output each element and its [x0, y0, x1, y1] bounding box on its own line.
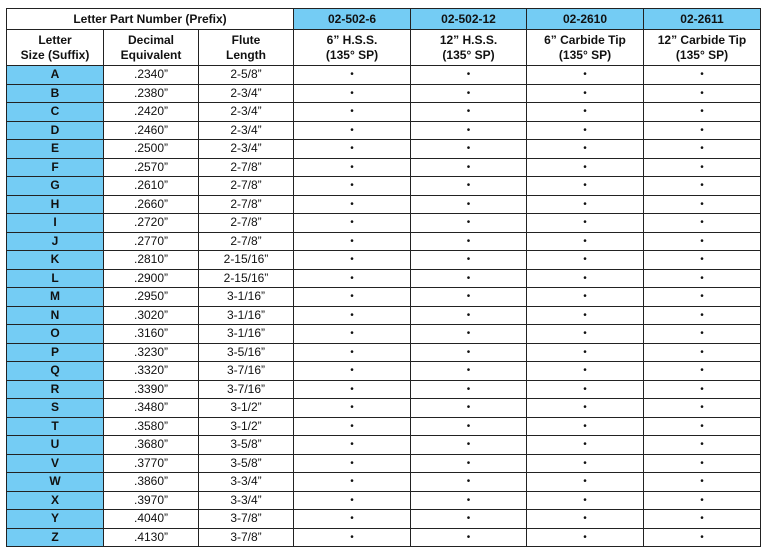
availability-dot: • [527, 232, 644, 251]
drill-size-chart [6, 8, 761, 547]
availability-dot: • [294, 491, 411, 510]
decimal-cell: .2720” [104, 214, 199, 233]
decimal-cell: .3160” [104, 325, 199, 344]
availability-dot: • [411, 325, 527, 344]
availability-dot: • [411, 158, 527, 177]
availability-dot: • [294, 121, 411, 140]
letter-size-cell: Q [7, 362, 104, 381]
table-row [7, 306, 761, 325]
availability-dot: • [411, 251, 527, 270]
availability-dot: • [294, 269, 411, 288]
decimal-cell: .4040” [104, 510, 199, 529]
availability-dot: • [294, 380, 411, 399]
decimal-cell: .2340” [104, 66, 199, 85]
table-row [7, 195, 761, 214]
part-number-header: 02-2610 [527, 9, 644, 30]
availability-dot: • [644, 510, 761, 529]
table-row [7, 84, 761, 103]
availability-dot: • [644, 66, 761, 85]
availability-dot: • [644, 325, 761, 344]
availability-dot: • [527, 454, 644, 473]
letter-size-cell: C [7, 103, 104, 122]
letter-size-cell: B [7, 84, 104, 103]
header-line: Flute [231, 32, 261, 47]
availability-dot: • [411, 528, 527, 547]
decimal-equivalent-header [104, 30, 199, 66]
table-row [7, 399, 761, 418]
decimal-cell: .2610” [104, 177, 199, 196]
table-row [7, 232, 761, 251]
header-line: (135° SP) [325, 47, 379, 62]
availability-dot: • [411, 436, 527, 455]
letter-size-cell: J [7, 232, 104, 251]
availability-dot: • [294, 454, 411, 473]
availability-dot: • [527, 103, 644, 122]
availability-dot: • [294, 214, 411, 233]
availability-dot: • [527, 251, 644, 270]
availability-dot: • [644, 84, 761, 103]
flute-length-cell: 3-7/16” [199, 380, 294, 399]
part-number-header: 02-2611 [644, 9, 761, 30]
decimal-cell: .2660” [104, 195, 199, 214]
availability-dot: • [527, 362, 644, 381]
availability-dot: • [527, 473, 644, 492]
availability-dot: • [644, 436, 761, 455]
flute-length-cell: 3-5/16” [199, 343, 294, 362]
letter-size-cell: S [7, 399, 104, 418]
header-line: Equivalent [120, 47, 182, 62]
availability-dot: • [644, 177, 761, 196]
availability-dot: • [527, 195, 644, 214]
availability-dot: • [644, 158, 761, 177]
decimal-cell: .2900” [104, 269, 199, 288]
letter-size-cell: Z [7, 528, 104, 547]
table-row [7, 528, 761, 547]
table-row [7, 103, 761, 122]
flute-length-cell: 2-7/8” [199, 195, 294, 214]
letter-size-cell: O [7, 325, 104, 344]
flute-length-cell: 3-1/2” [199, 417, 294, 436]
flute-length-cell: 3-1/16” [199, 288, 294, 307]
flute-length-cell: 2-7/8” [199, 232, 294, 251]
availability-dot: • [411, 380, 527, 399]
availability-dot: • [411, 362, 527, 381]
header-line: 12” H.S.S. [439, 32, 498, 47]
availability-dot: • [644, 214, 761, 233]
description-header [411, 30, 527, 66]
header-line: (135° SP) [558, 47, 612, 62]
decimal-cell: .3580” [104, 417, 199, 436]
availability-dot: • [644, 399, 761, 418]
header-line: (135° SP) [442, 47, 495, 62]
availability-dot: • [411, 454, 527, 473]
availability-dot: • [527, 491, 644, 510]
decimal-cell: .3390” [104, 380, 199, 399]
availability-dot: • [527, 84, 644, 103]
table-row [7, 436, 761, 455]
decimal-cell: .2810” [104, 251, 199, 270]
availability-dot: • [411, 84, 527, 103]
availability-dot: • [644, 269, 761, 288]
flute-length-cell: 2-7/8” [199, 158, 294, 177]
availability-dot: • [411, 177, 527, 196]
flute-length-cell: 2-15/16” [199, 269, 294, 288]
header-line: Decimal [127, 32, 175, 47]
flute-length-cell: 3-5/8” [199, 436, 294, 455]
table-row [7, 454, 761, 473]
availability-dot: • [644, 140, 761, 159]
flute-length-cell: 3-7/8” [199, 528, 294, 547]
availability-dot: • [527, 66, 644, 85]
availability-dot: • [411, 473, 527, 492]
availability-dot: • [294, 362, 411, 381]
flute-length-cell: 3-1/2” [199, 399, 294, 418]
table-row [7, 66, 761, 85]
availability-dot: • [527, 158, 644, 177]
availability-dot: • [411, 121, 527, 140]
header-line: 12” Carbide Tip [657, 32, 747, 47]
availability-dot: • [527, 325, 644, 344]
availability-dot: • [527, 399, 644, 418]
decimal-cell: .3020” [104, 306, 199, 325]
flute-length-cell: 3-5/8” [199, 454, 294, 473]
availability-dot: • [411, 491, 527, 510]
flute-length-cell: 2-3/4” [199, 140, 294, 159]
availability-dot: • [411, 269, 527, 288]
decimal-cell: .3770” [104, 454, 199, 473]
flute-length-cell: 2-15/16” [199, 251, 294, 270]
letter-drill-table [6, 8, 761, 547]
flute-length-cell: 3-3/4” [199, 491, 294, 510]
letter-size-cell: T [7, 417, 104, 436]
table-row [7, 380, 761, 399]
flute-length-cell: 3-1/16” [199, 325, 294, 344]
flute-length-cell: 2-5/8” [199, 66, 294, 85]
availability-dot: • [644, 343, 761, 362]
availability-dot: • [527, 214, 644, 233]
letter-size-cell: W [7, 473, 104, 492]
availability-dot: • [644, 417, 761, 436]
table-row [7, 417, 761, 436]
letter-size-cell: L [7, 269, 104, 288]
availability-dot: • [294, 417, 411, 436]
availability-dot: • [294, 84, 411, 103]
letter-size-cell: E [7, 140, 104, 159]
availability-dot: • [527, 269, 644, 288]
letter-size-cell: Y [7, 510, 104, 529]
decimal-cell: .4130” [104, 528, 199, 547]
header-line: Length [226, 47, 266, 62]
availability-dot: • [294, 288, 411, 307]
flute-length-cell: 2-7/8” [199, 177, 294, 196]
letter-size-cell: N [7, 306, 104, 325]
table-row [7, 121, 761, 140]
description-header [527, 30, 644, 66]
availability-dot: • [411, 232, 527, 251]
availability-dot: • [294, 436, 411, 455]
decimal-cell: .3860” [104, 473, 199, 492]
table-row [7, 251, 761, 270]
decimal-cell: .2950” [104, 288, 199, 307]
header-line: Letter [38, 32, 72, 47]
decimal-cell: .3230” [104, 343, 199, 362]
decimal-cell: .3320” [104, 362, 199, 381]
decimal-cell: .2420” [104, 103, 199, 122]
table-row [7, 343, 761, 362]
decimal-cell: .3680” [104, 436, 199, 455]
decimal-cell: .2500” [104, 140, 199, 159]
part-number-header: 02-502-6 [294, 9, 411, 30]
flute-length-cell: 2-7/8” [199, 214, 294, 233]
availability-dot: • [294, 140, 411, 159]
decimal-cell: .2570” [104, 158, 199, 177]
header-line: 6” H.S.S. [326, 32, 378, 47]
table-row [7, 491, 761, 510]
availability-dot: • [294, 306, 411, 325]
letter-size-header [7, 30, 104, 66]
availability-dot: • [294, 103, 411, 122]
availability-dot: • [294, 195, 411, 214]
table-row [7, 214, 761, 233]
availability-dot: • [411, 195, 527, 214]
table-row [7, 177, 761, 196]
availability-dot: • [294, 343, 411, 362]
availability-dot: • [527, 436, 644, 455]
availability-dot: • [644, 473, 761, 492]
letter-size-cell: M [7, 288, 104, 307]
availability-dot: • [294, 399, 411, 418]
availability-dot: • [527, 177, 644, 196]
table-row [7, 288, 761, 307]
availability-dot: • [527, 343, 644, 362]
table-body [7, 66, 761, 547]
flute-length-cell: 3-7/16” [199, 362, 294, 381]
table-row [7, 510, 761, 529]
header-line: (135° SP) [675, 47, 729, 62]
flute-length-cell: 3-7/8” [199, 510, 294, 529]
availability-dot: • [411, 103, 527, 122]
availability-dot: • [411, 288, 527, 307]
availability-dot: • [294, 158, 411, 177]
availability-dot: • [294, 528, 411, 547]
decimal-cell: .3480” [104, 399, 199, 418]
flute-length-cell: 2-3/4” [199, 84, 294, 103]
decimal-cell: .2380” [104, 84, 199, 103]
availability-dot: • [411, 399, 527, 418]
availability-dot: • [294, 325, 411, 344]
letter-size-cell: D [7, 121, 104, 140]
description-header [294, 30, 411, 66]
decimal-cell: .2770” [104, 232, 199, 251]
availability-dot: • [527, 417, 644, 436]
letter-size-cell: U [7, 436, 104, 455]
availability-dot: • [644, 103, 761, 122]
availability-dot: • [644, 306, 761, 325]
letter-size-cell: A [7, 66, 104, 85]
flute-length-cell: 3-1/16” [199, 306, 294, 325]
availability-dot: • [527, 121, 644, 140]
flute-length-cell: 3-3/4” [199, 473, 294, 492]
letter-size-cell: V [7, 454, 104, 473]
availability-dot: • [411, 510, 527, 529]
table-row [7, 158, 761, 177]
availability-dot: • [294, 473, 411, 492]
table-row [7, 140, 761, 159]
availability-dot: • [294, 66, 411, 85]
availability-dot: • [644, 491, 761, 510]
description-header [644, 30, 761, 66]
availability-dot: • [527, 306, 644, 325]
availability-dot: • [527, 288, 644, 307]
header-line: Size (Suffix) [20, 47, 90, 62]
availability-dot: • [294, 177, 411, 196]
letter-size-cell: P [7, 343, 104, 362]
availability-dot: • [644, 251, 761, 270]
flute-length-header [199, 30, 294, 66]
availability-dot: • [411, 306, 527, 325]
availability-dot: • [411, 343, 527, 362]
letter-size-cell: F [7, 158, 104, 177]
table-row [7, 473, 761, 492]
letter-size-cell: I [7, 214, 104, 233]
prefix-header: Letter Part Number (Prefix) [7, 9, 294, 30]
table-row [7, 269, 761, 288]
flute-length-cell: 2-3/4” [199, 121, 294, 140]
letter-size-cell: G [7, 177, 104, 196]
availability-dot: • [644, 528, 761, 547]
availability-dot: • [294, 251, 411, 270]
decimal-cell: .3970” [104, 491, 199, 510]
availability-dot: • [294, 510, 411, 529]
letter-size-cell: H [7, 195, 104, 214]
table-row [7, 362, 761, 381]
header-line: 6” Carbide Tip [544, 32, 626, 47]
availability-dot: • [644, 288, 761, 307]
table-row [7, 325, 761, 344]
availability-dot: • [411, 417, 527, 436]
availability-dot: • [644, 362, 761, 381]
availability-dot: • [644, 232, 761, 251]
availability-dot: • [527, 510, 644, 529]
part-number-header: 02-502-12 [411, 9, 527, 30]
availability-dot: • [644, 195, 761, 214]
availability-dot: • [644, 121, 761, 140]
availability-dot: • [527, 380, 644, 399]
letter-size-cell: K [7, 251, 104, 270]
availability-dot: • [411, 66, 527, 85]
letter-size-cell: R [7, 380, 104, 399]
availability-dot: • [411, 140, 527, 159]
availability-dot: • [527, 528, 644, 547]
decimal-cell: .2460” [104, 121, 199, 140]
availability-dot: • [644, 380, 761, 399]
availability-dot: • [411, 214, 527, 233]
availability-dot: • [294, 232, 411, 251]
availability-dot: • [527, 140, 644, 159]
flute-length-cell: 2-3/4” [199, 103, 294, 122]
availability-dot: • [644, 454, 761, 473]
letter-size-cell: X [7, 491, 104, 510]
